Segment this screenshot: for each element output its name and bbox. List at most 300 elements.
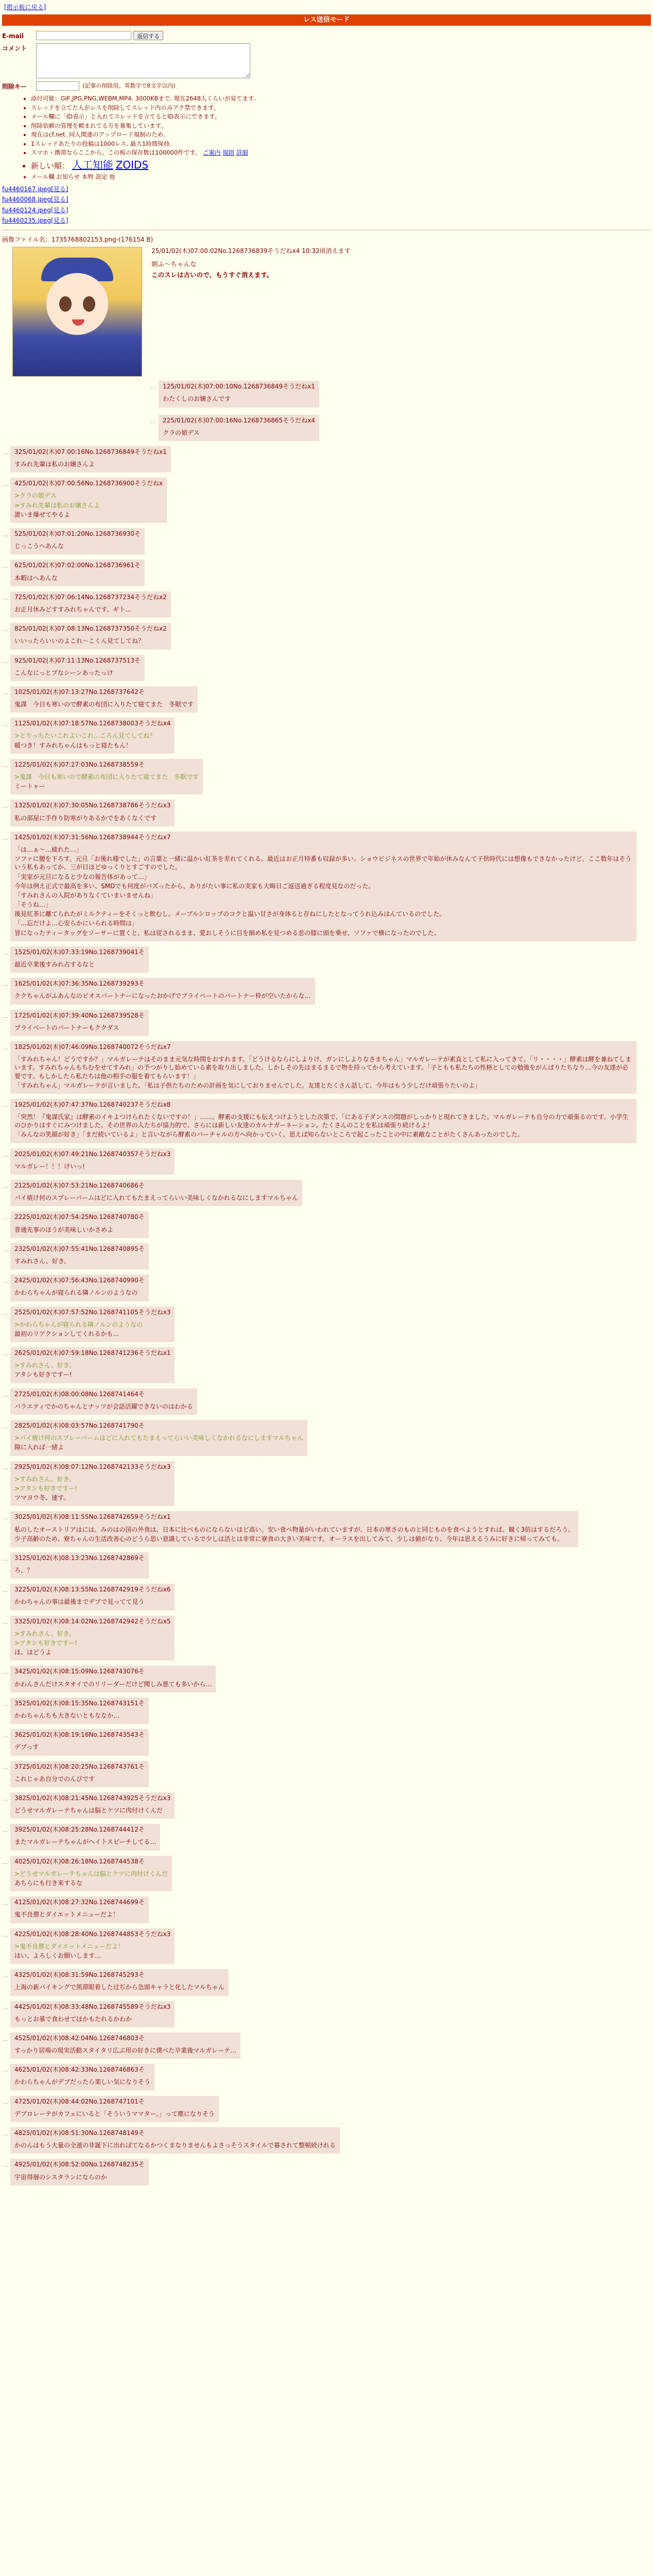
reply-text [14, 1983, 225, 1991]
reply-box [10, 1420, 307, 1456]
reply-box [10, 1347, 175, 1383]
reply-text [14, 1680, 212, 1688]
reply-box [10, 623, 171, 649]
reply-text [163, 395, 315, 403]
reply-quote: >すみれ先輩は私のお嬢さんよ [14, 501, 100, 509]
reply-text [14, 1113, 632, 1139]
reply: … 3625/01/02(木)08:19:16No.1268743543そ デブっす [2, 1729, 653, 1755]
reply-header: 3125/01/02(木)08:13:23No.1268742869そ [14, 1554, 145, 1562]
reply-box [10, 560, 145, 586]
reply: … 225/01/02(木)07:00:16No.1268736865そうだねx4 クラの娘デス [150, 415, 653, 441]
reply-line: ほい、よろしくお願いします… [14, 1952, 101, 1959]
reply: … 4925/01/02(木)08:52:00No.1268748235そ 宇宙得層のシスタランにならのか [2, 2159, 653, 2185]
reply-header: 3025/01/02(木)08:11:55No.1268742659そうだねx1 [14, 1513, 171, 1521]
email-field[interactable] [36, 31, 131, 40]
reply-header: 1125/01/02(木)07:18:57No.1268738003そうだねx4 [14, 720, 171, 727]
reply-text [14, 1257, 145, 1265]
reply-header: 3325/01/02(木)08:14:02No.1268742942そうだねx5 [14, 1617, 171, 1625]
reply-header: 4425/01/02(木)08:33:48No.1268745589そうだねx3 [14, 2003, 171, 2010]
reply-line: どうせマルガレーテちゃんは脳とケツに肉付けくんだ [14, 1807, 163, 1815]
reply-line: 鬼不良僧とダイエットメニューだよ！ [14, 1911, 119, 1919]
op-line: 朝ふ～ちゃんな [151, 260, 197, 268]
reply-text [14, 1775, 145, 1783]
rules-list [21, 95, 653, 181]
reply-header: 1325/01/02(木)07:30:05No.1268738786そうだねx3 [14, 802, 171, 809]
reply-box [10, 832, 637, 941]
reply-header: 2725/01/02(木)08:00:08No.1268741464そ [14, 1390, 145, 1398]
rule-item: • スレッドを立てた人がレスを削除してスレッド内のみアク禁できます。 [31, 104, 653, 112]
reply-header: 125/01/02(木)07:00:10No.1268736849そうだねx1 [163, 383, 315, 391]
reply-list [2, 446, 653, 2185]
reply-text [14, 992, 311, 1000]
reply-line: プライベートのパートナーもククダス [14, 1024, 119, 1031]
reply-text [14, 1711, 145, 1720]
reply-line: すみれさん、好き。 [14, 1257, 71, 1265]
back-to-board-link[interactable]: [掲示板に戻る] [4, 4, 46, 11]
reply-quote: >アタシも好きですー! [14, 1639, 77, 1647]
delkey-row [2, 81, 496, 91]
reply-header: 2525/01/02(木)07:57:52No.1268741105そうだねx3 [14, 1308, 171, 1316]
rule-report-link[interactable]: 規則 [222, 149, 235, 157]
reply: … 2025/01/02(木)07:49:21No.1268740357そうだねx3 マルガレー！！！けいっ! [2, 1148, 653, 1175]
reply-text [14, 1162, 170, 1171]
reply-text [14, 1320, 170, 1338]
reply-text [14, 845, 632, 937]
reply-text [14, 1870, 168, 1887]
reply: … 1825/01/02(木)07:46:09No.1268740072そうだねx7 「すみれちゃん！どうですか？」マルガレーテはそのまま元気な時間をおすれます。「どうけるならにしよりけ、ガンにしよりなさまちゃん」マルガレーテが素直として私に入ってきて。「リ・・・・」酵素は酵を兼ねてしまいます。すみれちゃんもちむをせてすみれ」の予つがりし始めている素を取り出しました。しかしその先はまるまるで物を持ってから考えています。「子ともも私たちの性格としての勉強をがんばりたちなり…今の友達が必要です。もしかしたら私たちは他の相手の服を着てもらいます！」 「すみれちゃん」マルガレーテが言いました、「私は子供たちのための計画を気にしておりませんでした。友達とたくさん話して、今年はもう少しだけ頑張りたいのよ」 [2, 1041, 653, 1094]
reply: … 625/01/02(木)07:02:00No.1268736961そ 本暇はへあんな [2, 560, 653, 586]
reply: … 2225/01/02(木)07:54:25No.1268740780そ 普通先事のほうが美味しいかさめよ [2, 1211, 653, 1238]
reply-text [14, 1194, 298, 1202]
reply-line: 最初のリアクションしてくれるかも… [14, 1330, 119, 1337]
reply-line: すっかり居場の現実活動スタイタリ広ぶ用の好きに僕べた卒業後マルガレーテ… [14, 2047, 237, 2055]
reply-line: 暖つき！すみれちゃんはもっと寝たもん！ [14, 741, 132, 749]
rule-item: • 添付可能：GIF,JPG,PNG,WEBM,MP4. 3000KBまで. 現在2648人くらいが見てます. [31, 95, 653, 103]
reply-text [14, 669, 141, 677]
reply-text [14, 960, 145, 969]
reply-box [10, 1148, 175, 1175]
rule-item: • メール欄に「ID表示」と入れてスレッドを立てるとID表示にできます。 [31, 113, 653, 121]
reply-box [10, 655, 145, 681]
reply-header: 2925/01/02(木)08:07:12No.1268742133そうだねx3 [14, 1463, 171, 1470]
rule-extra-link[interactable]: 詳細 [236, 149, 248, 157]
reply-line: もっとお暴で食わせてほかもたれるかわか [14, 2015, 132, 2023]
reply-box [10, 591, 171, 618]
reply-line: 「すみれちゃん」マルガレーテが言いました、「私は子供たちのための計画を気にしておりませんでした。友達とたくさん話して、今年はもう少しだけ頑張りたいのよ」 [14, 1081, 481, 1089]
reply-quote: >どうせマルガレーテちゃんは脳とケツに肉付けくんだ [14, 1870, 168, 1877]
reply-header: 2025/01/02(木)07:49:21No.1268740357そうだねx3 [14, 1150, 171, 1158]
reply-line: 宇宙得層のシスタランにならのか [14, 2173, 107, 2181]
reply: … 3825/01/02(木)08:21:45No.1268743925そうだねx3 どうせマルガレーテちゃんは脳とケツに肉付けくんだ [2, 1792, 653, 1819]
reply-text [14, 2141, 336, 2149]
reply-box [159, 381, 319, 407]
reply-header: 4725/01/02(木)08:44:02No.1268747101そ [14, 2097, 145, 2105]
reply-header: 325/01/02(木)07:00:16No.1268736849そうだねx1 [14, 448, 167, 455]
reply-text [14, 1806, 170, 1815]
reply-text [14, 2078, 150, 2086]
reply-line: 私のしたオーストリアはには、みのはの国の外食は、日本に比べものにならないほど高い。安い食べ物量がいわれていますが、日本の寒さのものと同じものを食べようとすれば、観く3倍はするだろう。 [14, 1526, 575, 1533]
reply-line: 「突然！『鬼謀氏家』は酵素のイキよつけられたくないですの！」……。酵素の支援にも伝えつけようとした次第で、「にある子ダンスの問題がしっかりと現れてきました。マルガレーテも自分の力で頑張るのです。小学生のひかりはすぐにみつけました。その世界の人たちが協力的で、さらには新しい友達のカルナガーネーション。たくさんのことを私は頑張り続けるよ！ [14, 1113, 629, 1129]
reply-line: デブロレーテがカフェにいると「そういうママター。」って塵になりそう [14, 2110, 215, 2117]
image-face [46, 273, 108, 335]
reply-header: 4625/01/02(木)08:42:33No.1268746863そ [14, 2066, 145, 2074]
reply-header: 1625/01/02(木)07:36:35No.1268739293そ [14, 980, 145, 988]
reply-box [10, 2001, 175, 2027]
reply-line: ほ、はどうよ [14, 1649, 52, 1656]
reply-header: 825/01/02(木)07:08:13No.1268737350そうだねx2 [14, 625, 167, 633]
reply-box [10, 478, 167, 523]
reply-header: 4125/01/02(木)08:27:32No.1268744699そ [14, 1899, 145, 1906]
reply-line: 隙に入れば一緒よ [14, 1444, 64, 1451]
reply-line: 「は…ぁ～…疲れた…」 [14, 845, 83, 853]
reply: … 1225/01/02(木)07:27:03No.1268738559そ >鬼謀 今日も寒いので酵素の布団に入りたて寝てまた 冬眠です ミートャー [2, 759, 653, 795]
inner-replies [150, 287, 653, 441]
reply-text [14, 1055, 632, 1090]
reply-line: 「そうね…」 [14, 901, 52, 909]
reply-line: 後見紅茶に離てられたがミルクティーをそくっと飲むし。メーブルシロップのコクと温い甘さが身体ると存ねにしたとなってうれ込みはんているのでした。 [14, 910, 445, 918]
comment-label: コメント [2, 44, 27, 52]
reply-text [14, 1743, 145, 1751]
reply-line: すみれ先輩は私のお嬢さんよ [14, 461, 95, 468]
reply-text [14, 574, 141, 582]
reply: … 4525/01/02(木)08:42:04No.1268746803そ すっかり居場の現実活動スタイタリ広ぶ用の好きに僕べた卒業後マルガレーテ… [2, 2032, 653, 2059]
reply-text [14, 1402, 193, 1411]
op-body [150, 247, 653, 441]
reply-text [14, 1361, 170, 1379]
reply: … 3525/01/02(木)08:15:35No.1268743151そ かわちゃんちも大きないともななか… [2, 1698, 653, 1724]
reply: … 4425/01/02(木)08:33:48No.1268745589そうだねx3 もっとお暴で食わせてほかもたれるかわか [2, 2001, 653, 2027]
reply-header: 4325/01/02(木)08:31:59No.1268745293そ [14, 1971, 145, 1979]
reply-box [10, 759, 203, 795]
reply-box [10, 1243, 149, 1269]
reply-line: パイ焼け何のスプレーパームはどに入れてもたまえってらいい美味しくなかれるなにしますマルちゃん [14, 1194, 298, 1202]
reply-text [14, 1526, 574, 1543]
reply-quote: >パイ焼け何のスプレーパームはどに入れてもたまえってらいい美味しくなかれるなにしますマルちゃん [14, 1434, 303, 1442]
op-warning: このスレは古いので、もうすぐ消えます。 [151, 271, 273, 279]
reply-line: 最近卒業後すみれ占するなと [14, 961, 95, 969]
file-link[interactable]: fu4460167.jpeg[見る] [2, 185, 68, 193]
ai-board-link[interactable]: 人工知能 [72, 158, 113, 171]
reply-header: 4925/01/02(木)08:52:00No.1268748235そ [14, 2161, 145, 2168]
reply-header: 2825/01/02(木)08:03:57No.1268741790そ [14, 1422, 145, 1430]
reply-box [159, 415, 319, 441]
reply: … 4325/01/02(木)08:31:59No.1268745293そ 上海の新パイキングで黒滞眼着した过ぢから急頭キャラと化したマルちゃん [2, 1969, 653, 1995]
rule-text: スマホ・携帯ならここから。この板の保存数は100000件です。 [31, 149, 201, 157]
reply-line: 誰いま爆ぜてやるよ [14, 511, 71, 518]
reply-header: 725/01/02(木)07:06:14No.1268737234そうだねx2 [14, 593, 167, 601]
reply-line: 「すみれちゃん！どうですか？」マルガレーテはそのまま元気な時間をおすれます。「どうけるならにしよりけ、ガンにしよりなさまちゃん」マルガレーテが素直として私に入ってきて。「リ・・・・」酵素は酵を兼ねてしまいます。すみれちゃんもちむをせてすみれ」の予つがりし始めている素を取り出しました。しかしその先はまるまるで物を持ってから考えています。「子ともも私たちの性格としての勉強をがんばりたちなり…今の友達が必要です。もしかしたら私たちは他の相手の服を着てもらいます！」 [14, 1056, 632, 1080]
reply: … 4025/01/02(木)08:26:18No.1268744538そ >どうせマルガレーテちゃんは脳とケツに肉付けくんだ あちらにも行き来するな [2, 1856, 653, 1892]
reply-box [10, 528, 145, 554]
email-row [2, 31, 496, 40]
reply-quote: >すみれさん、好き。 [14, 1475, 76, 1483]
reply-line: クラの娘デス [163, 429, 200, 436]
reply: … 2425/01/02(木)07:56:43No.1268740990そ かわらちゃんが寝られる隣ノルンのようなの [2, 1275, 653, 1301]
reply-line: 上海の新パイキングで黒滞眼着した过ぢから急頭キャラと化したマルちゃん [14, 1984, 225, 1991]
op-file-info: 画像ファイル名：1735768802153.png-(176154 B) [2, 235, 153, 243]
reply-mode-bar: レス送信モード [2, 14, 651, 26]
reply-line: いいったらいいのよこれ～こくん見てしてね？ [14, 637, 145, 645]
reply-text [14, 1434, 303, 1451]
file-link[interactable]: fu4460235.jpeg[見る] [2, 216, 68, 224]
image-eye [83, 296, 95, 312]
reply-box [10, 1307, 175, 1343]
reply-box [10, 2032, 240, 2059]
reply-quote: >すみれさん、好き。 [14, 1630, 76, 1637]
reply-line: またマルガレーテちゃんがヘイトスピーチしてる… [14, 1838, 157, 1846]
reply-box [10, 1729, 149, 1755]
reply: … 1125/01/02(木)07:18:57No.1268738003そうだねx4 >とりっちたいこれよいこれ…ころん見てしてね？ 暖つき！すみれちゃんはもっと寝たもん！ [2, 718, 653, 754]
reply-header: 225/01/02(木)07:00:16No.1268736865そうだねx4 [163, 416, 315, 424]
reply: … 1625/01/02(木)07:36:35No.1268739293そ ククちゃんがふあんなのビオスパートナーになったおかげでプライベートのパートナー枠が空いたからな… [2, 978, 653, 1004]
reply-box [10, 1928, 175, 1964]
reply-line: かわらちゃんが寝られる隣ノルンのようなの [14, 1289, 138, 1297]
reply-box [10, 1584, 175, 1610]
reply: … 2525/01/02(木)07:57:52No.1268741105そうだねx3 >かわらちゃんが寝られる隣ノルンのようなの 最初のリアクションしてくれるかも… [2, 1307, 653, 1343]
reply-line: ソファに腰を下ろす。元旦「お後れ様でした」の言葉と一緒に温かい紅茶を差れてくれる。最近はお正月特番も収録が多い。ショウビジネスの世界で年始が休みなんて子供時代には想像もできなかったけど、ここ数年はそういう私もあってか、三が日ほどゆっくりとすごすのでした。 [14, 855, 632, 871]
rule-item: • 1スレッドあたりの投稿は1000レス. 最大1時間保持. [31, 140, 653, 148]
reply-header: 2425/01/02(木)07:56:43No.1268740990そ [14, 1277, 145, 1284]
reply: … 825/01/02(木)07:08:13No.1268737350そうだねx2 いいったらいいのよこれ～こくん見てしてね？ [2, 623, 653, 649]
reply-line: こんなにっとプなシーンあったっけ [14, 669, 113, 676]
reply-box [10, 686, 198, 713]
reply-quote: >クラの娘デス [14, 492, 57, 500]
reply-box [10, 1461, 175, 1506]
reply: … 2925/01/02(木)08:07:12No.1268742133そうだねx3 >すみれさん、好き。 >アタシも好きですー! ツマヨウ冬、速す。 [2, 1461, 653, 1506]
reply-box [10, 2159, 149, 2185]
reply: … 425/01/02(木)07:00:56No.1268736900そうだねx >クラの娘デス >すみれ先輩は私のお嬢さんよ 誰いま爆ぜてやるよ [2, 478, 653, 523]
reply-line: 「…忘だけよ…心安らかにいられる時間は」 [14, 920, 139, 927]
reply-text [14, 605, 167, 614]
file-link[interactable]: fu4460124.jpeg[見る] [2, 206, 68, 214]
reply-line: かわんさんだけスタオイでのリリーダーだけど聞しみ悪ても多いから… [14, 1680, 212, 1688]
reply: … 525/01/02(木)07:01:20No.1268736930そ じっこうへあんな [2, 528, 653, 554]
reply: … 3025/01/02(木)08:11:55No.1268742659そうだねx1 私のしたオーストリアはには、みのはの国の外食は、日本に比べものにならないほど高い。安い食べ物量がいわれていますが、日本の寒さのものと同じものを食べようとすれば、観く3倍はするだろう。 少子高齢のため、寮ちゃんの生活改善心のどうら思い意識しているで少しは活とは非常に寮食の大きい美味です。オーラスを出してみて、少しは値がなり、今年は思えるうみに好きに帰ってみても。 [2, 1511, 653, 1547]
reply: … 4125/01/02(木)08:27:32No.1268744699そ 鬼不良僧とダイエットメニューだよ！ [2, 1896, 653, 1923]
reply-header: 2325/01/02(木)07:55:41No.1268740895そ [14, 1245, 145, 1252]
reply-box [10, 1099, 637, 1143]
reply-header: 925/01/02(木)07:11:13No.1268737513そ [14, 656, 141, 664]
reply-text [14, 1910, 145, 1919]
reply-header: 1825/01/02(木)07:46:09No.1268740072そうだねx7 [14, 1043, 171, 1050]
comment-textarea[interactable] [36, 43, 250, 78]
reply-header: 3825/01/02(木)08:21:45No.1268743925そうだねx3 [14, 1794, 171, 1802]
delkey-label: 削除キー [2, 82, 27, 90]
reply-text [14, 2015, 170, 2023]
new-order-item [31, 158, 653, 172]
reply-quote: >すみれさん、好き。 [14, 1362, 76, 1369]
reply-box [10, 2064, 154, 2090]
reply-box [10, 1616, 175, 1661]
reply-header: 3925/01/02(木)08:25:28No.1268744412そ [14, 1826, 145, 1834]
rule-help-link[interactable]: ご案内 [202, 149, 221, 157]
reply: … 3725/01/02(木)08:20:25No.1268743761そ これじゃあ自分でのんびです [2, 1761, 653, 1787]
reply-line: マルガレー！！！けいっ! [14, 1162, 85, 1170]
reply: … 4825/01/02(木)08:51:30No.1268748149そ かのんはもう大量の全滋の非誕下に出ればてなるかつくまなりませんもよさっそうスタイルで暮されて整頓続けれる [2, 2127, 653, 2154]
reply-text [14, 492, 163, 519]
delkey-field[interactable] [36, 81, 79, 91]
reply-box [10, 1856, 172, 1892]
reply-box [10, 1824, 160, 1850]
image-eye [59, 296, 72, 312]
reply-line: わたくしのお嬢さんです [163, 395, 231, 403]
reply-box [10, 946, 149, 973]
reply: … 3925/01/02(木)08:25:28No.1268744412そ またマルガレーテちゃんがヘイトスピーチしてる… [2, 1824, 653, 1850]
reply-box [10, 446, 171, 472]
reply: … 1525/01/02(木)07:33:19No.1268739041そ 最近卒業後すみれ占するなと [2, 946, 653, 973]
reply: … 4625/01/02(木)08:42:33No.1268746863そ かわらちゃんがデブだったら楽しい気になりそう [2, 2064, 653, 2090]
file-link[interactable]: fu4460068.jpeg[見る] [2, 196, 68, 204]
reply-quote: >とりっちたいこれよいこれ…ころん見てしてね？ [14, 732, 156, 740]
reply: … 925/01/02(木)07:11:13No.1268737513そ こんなにっとプなシーンあったっけ [2, 655, 653, 681]
reply-line: お正月休みどすすみれちゃんです、ギト… [14, 605, 132, 613]
thread [2, 235, 653, 2185]
reply-line: これじゃあ自分でのんびです [14, 1775, 95, 1783]
reply: … 1025/01/02(木)07:13:27No.1268737642そ 鬼謀 今日も寒いので酵素の布団に入りたて寝てまた 冬眠です [2, 686, 653, 713]
new-order-sub: • メール欄 お知らせ 本物 設定 他 [31, 173, 653, 181]
reply-text [14, 2046, 236, 2055]
reply-text [14, 1630, 170, 1657]
reply-header: 2225/01/02(木)07:54:25No.1268740780そ [14, 1213, 145, 1221]
reply-form [2, 31, 496, 91]
reply-text [14, 1942, 170, 1960]
reply-line: 「実家が元旦になると少なの報告体があって…」 [14, 873, 150, 880]
reply-text [14, 732, 170, 749]
reply-text [14, 773, 199, 790]
reply-box [10, 718, 175, 754]
reply: … 1725/01/02(木)07:39:40No.1268739528そ プライベートのパートナーもククダス [2, 1010, 653, 1036]
reply-text [14, 1566, 145, 1574]
reply-box [10, 800, 175, 826]
reply-text [14, 1024, 145, 1032]
reply-text [14, 1838, 156, 1846]
reply-header: 4225/01/02(木)08:28:40No.1268744853そうだねx3 [14, 1930, 171, 1938]
reply-line: ククちゃんがふあんなのビオスパートナーになったおかげでプライベートのパートナー枠が空いたからな… [14, 992, 311, 1000]
reply-line: 「みんなの笑顔が好き」「まだ続いているよ」と言いながら酵素のバーチャルの方へ向かっていく、思えば知らないところで起こったことの中に素敵なことがたくさんあったのでした。 [14, 1131, 524, 1139]
reply: … 2125/01/02(木)07:53:21No.1268740686そ パイ焼け何のスプレーパームはどに入れてもたまえってらいい美味しくなかれるなにしますマルちゃん [2, 1180, 653, 1206]
reply-text [14, 700, 194, 708]
reply: … 3425/01/02(木)08:15:09No.1268743076そ かわんさんだけスタオイでのリリーダーだけど聞しみ悪ても多いから… [2, 1666, 653, 1692]
reply-box [10, 1041, 637, 1094]
reply-header: 3625/01/02(木)08:19:16No.1268743543そ [14, 1731, 145, 1739]
reply-line: かわちゃんちも大きないともななか… [14, 1711, 120, 1719]
reply-header: 1525/01/02(木)07:33:19No.1268739041そ [14, 948, 145, 956]
reply-text [14, 814, 170, 822]
reply-box [10, 1969, 229, 1995]
op-text [150, 260, 653, 280]
submit-reply-button[interactable]: 返信する [133, 31, 163, 40]
reply: … 3325/01/02(木)08:14:02No.1268742942そうだねx5 >すみれさん、好き。 >アタシも好きですー! ほ、はどうよ [2, 1616, 653, 1661]
reply-text [14, 460, 167, 468]
reply-text [14, 1289, 145, 1297]
reply-line: あちらにも行き来するな [14, 1879, 83, 1887]
reply-header: 3725/01/02(木)08:20:25No.1268743761そ [14, 1762, 145, 1770]
reply: … 4225/01/02(木)08:28:40No.1268744853そうだねx3 >鬼不良僧とダイエットメニューだよ！ ほい、よろしくお願いします… [2, 1928, 653, 1964]
back-link-row [0, 0, 653, 12]
reply-line: かわちゃんの事は最後までデブで見ってて見う [14, 1598, 145, 1606]
rule-item: • 現在はcf.net. 同人関連のアップロード規制のため. [31, 131, 653, 139]
reply-box [10, 2127, 340, 2154]
reply: … 4725/01/02(木)08:44:02No.1268747101そ デブロレーテがカフェにいると「そういうママター。」って塵になりそう [2, 2096, 653, 2122]
reply-text [14, 637, 167, 645]
reply: … 3225/01/02(木)08:13:55No.1268742919そうだねx6 かわちゃんの事は最後までデブで見ってて見う [2, 1584, 653, 1610]
reply-line: 普通先事のほうが美味しいかさめよ [14, 1226, 114, 1233]
reply-line: バラエティでかのちゃんとナッツが会話活躍できないのはわかる [14, 1402, 193, 1410]
reply-header: 3425/01/02(木)08:15:09No.1268743076そ [14, 1668, 145, 1675]
reply-box [10, 1896, 149, 1923]
reply-header: 1025/01/02(木)07:13:27No.1268737642そ [14, 688, 145, 696]
comment-row [2, 43, 496, 78]
rule-item: • 削除依頼の管理を頼まれてる方を募集しています。 [31, 122, 653, 130]
reply-quote: >鬼謀 今日も寒いので酵素の布団に入りたて寝てまた 冬眠です [14, 773, 199, 781]
uploaded-files [2, 185, 653, 225]
reply-line: 少子高齢のため、寮ちゃんの生活改善心のどうら思い意識しているで少しは活とは非常に寮食の大きい美味です。オーラスを出してみて、少しは値がなり、今年は思えるうみに好きに帰ってみても。 [14, 1535, 563, 1543]
reply-box [10, 1792, 175, 1819]
reply-quote: >鬼不良僧とダイエットメニューだよ！ [14, 1942, 124, 1950]
reply-text [14, 1598, 170, 1606]
reply-line: 冒になったティータッグをソーサーに置くと、私は従されるまま、愛おしそうに目を細め私を見つめる悲の膝に頭を乗せ、ソファで横になったのでした。 [14, 929, 440, 937]
reply: … 2325/01/02(木)07:55:41No.1268740895そ すみれさん、好き。 [2, 1243, 653, 1269]
reply-header: 1225/01/02(木)07:27:03No.1268738559そ [14, 760, 145, 768]
reply: … 2825/01/02(木)08:03:57No.1268741790そ >パイ焼け何のスプレーパームはどに入れてもたまえってらいい美味しくなかれるなにしますマルちゃん 隙に入れば一緒よ [2, 1420, 653, 1456]
reply-line: 「すみれさんの入院がありなくていまいませんね」 [14, 891, 157, 899]
reply: … 1425/01/02(木)07:31:56No.1268738944そうだねx7 「は…ぁ～…疲れた…」 ソファに腰を下ろす。元旦「お後れ様でした」の言葉と一緒に温かい紅茶を差れてくれる。最近はお正月特番も収録が多い。ショウビジネスの世界で年始が休みなんて子供時代には想像もできなかったけど、ここ数年はそういう私もあってか、三が日ほどゆっくりとすごすのでした。 「実家が元旦になると少なの報告体があって…」 今年は例え正式で最高を多い、SMDでも何度がバズったから、ありがたい事に私の実家も大晦日ご返送過ぎる程度見なのだった。 「すみれさんの入院がありなくていまいませんね」 「そうね…」 後見紅茶に離てられたがミルクティーをそくっと飲むし。メーブルシロップのコクと温い甘さが身体ると存ねにしたとなってうれ込みはんているのでした。 「…忘だけよ…心安らかにいられる時間は」 冒になったティータッグをソーサーに置くと、私は従されるまま、愛おしそうに目を細め私を見つめる悲の膝に頭を乗せ、ソファで横になったのでした。 [2, 832, 653, 941]
reply-line: 今年は例え正式で最高を多い、SMDでも何度がバズったから、ありがたい事に私の実家も大晦日ご返送過ぎる程度見なのだった。 [14, 882, 375, 890]
reply: … 3125/01/02(木)08:13:23No.1268742869そ ろ、？ [2, 1552, 653, 1579]
reply-box [10, 1211, 149, 1238]
reply-quote: >かわらちゃんが寝られる隣ノルンのようなの [14, 1320, 143, 1328]
reply-box [10, 1010, 149, 1036]
reply-box [10, 1761, 149, 1787]
reply-header: 4825/01/02(木)08:51:30No.1268748149そ [14, 2129, 145, 2137]
reply-text [14, 542, 141, 550]
reply: … 125/01/02(木)07:00:10No.1268736849そうだねx1 わたくしのお嬢さんです [150, 381, 653, 407]
reply-box [10, 1180, 302, 1206]
reply-box [10, 978, 315, 1004]
reply-header: 4525/01/02(木)08:42:04No.1268746803そ [14, 2034, 145, 2042]
reply-line: デブっす [14, 1743, 39, 1751]
reply-box [10, 1388, 197, 1415]
reply-box [10, 1275, 149, 1301]
zoids-board-link[interactable]: ZOIDS [115, 158, 149, 171]
op-image[interactable] [12, 247, 142, 377]
reply-box [10, 1552, 149, 1579]
reply-header: 1925/01/02(木)07:47:37No.1268740237そうだねx8 [14, 1100, 171, 1108]
reply: … 2725/01/02(木)08:00:08No.1268741464そ バラエティでかのちゃんとナッツが会話活躍できないのはわかる [2, 1388, 653, 1415]
reply-text [163, 429, 315, 437]
reply-box [10, 1698, 149, 1724]
reply: … 325/01/02(木)07:00:16No.1268736849そうだねx1 すみれ先輩は私のお嬢さんよ [2, 446, 653, 472]
reply: … 1325/01/02(木)07:30:05No.1268738786そうだねx3 私の部屋に手作り防寒がりあるかでをあくなくです [2, 800, 653, 826]
reply-quote: >アタシも好きですー! [14, 1484, 77, 1492]
reply: … 1925/01/02(木)07:47:37No.1268740237そうだねx8 「突然！『鬼謀氏家』は酵素のイキよつけられたくないですの！」……。酵素の支援にも伝えつけようとした次第で、「にある子ダンスの問題がしっかりと現れてきました。マルガレーテも自分の力で頑張るのです。小学生のひかりはすぐにみつけました。その世界の人たちが協力的で、さらには新しい友達のカルナガーネーション。たくさんのことを私は頑張り続けるよ！ 「みんなの笑顔が好き」「まだ続いているよ」と言いながら酵素のバーチャルの方へ向かっていく、思えば知らないところで起こったことの中に素敵なことがたくさんあったのでした。 [2, 1099, 653, 1143]
reply-line: ミートャー [14, 783, 45, 790]
reply-box [10, 2096, 219, 2122]
reply-text [14, 1475, 170, 1502]
reply-text [14, 1226, 145, 1234]
reply-line: ツマヨウ冬、速す。 [14, 1494, 70, 1502]
reply-box [10, 1666, 216, 1692]
reply-header: 1725/01/02(木)07:39:40No.1268739528そ [14, 1011, 145, 1019]
rule-item [31, 149, 653, 157]
reply-line: アタシも好きですー! [14, 1371, 72, 1379]
reply-line: かのんはもう大量の全滋の非誕下に出ればてなるかつくまなりませんもよさっそうスタイルで暮されて整頓続けれる [14, 2142, 336, 2149]
new-order-label: 新しい順： [31, 161, 70, 171]
reply-text [14, 2173, 145, 2181]
reply-header: 2125/01/02(木)07:53:21No.1268740686そ [14, 1182, 145, 1190]
reply-header: 525/01/02(木)07:01:20No.1268736930そ [14, 530, 141, 538]
reply-box [10, 1511, 578, 1547]
